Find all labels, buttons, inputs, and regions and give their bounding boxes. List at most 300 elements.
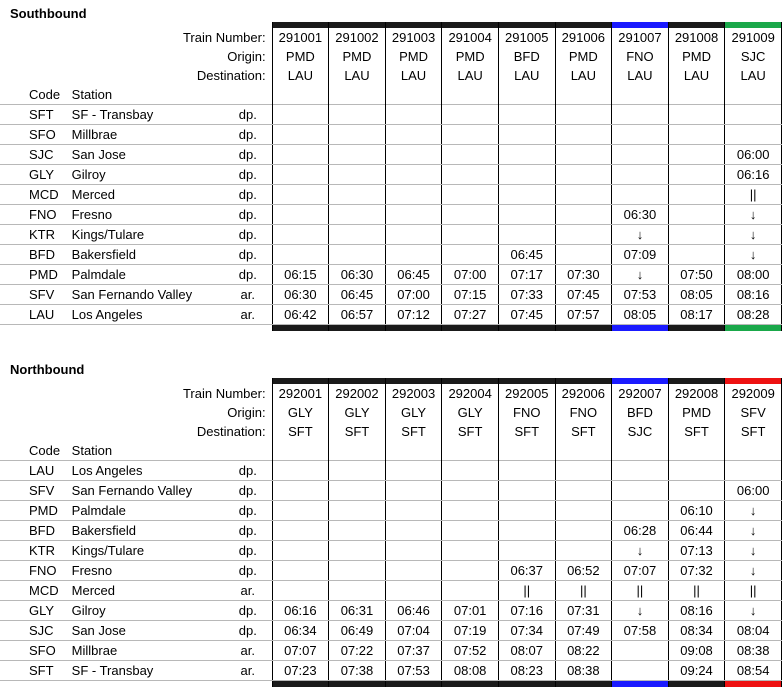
stop-type: dp. xyxy=(224,185,272,205)
train-origin-label: Origin: xyxy=(227,49,266,64)
time-cell: || xyxy=(555,581,612,601)
time-cell: 06:30 xyxy=(612,205,669,225)
station-name: Kings/Tulare xyxy=(72,541,224,561)
time-cell xyxy=(442,521,499,541)
time-cell xyxy=(272,561,329,581)
time-cell xyxy=(329,521,386,541)
stop-type: dp. xyxy=(224,481,272,501)
station-code: GLY xyxy=(0,165,72,185)
header-spacer xyxy=(498,85,555,105)
bar-spacer xyxy=(0,325,272,332)
train-number: 292003 xyxy=(385,384,442,403)
time-cell xyxy=(442,205,499,225)
header-spacer xyxy=(555,441,612,461)
time-cell xyxy=(329,481,386,501)
time-cell: 08:54 xyxy=(725,661,782,681)
train-number: 292002 xyxy=(329,384,386,403)
time-cell xyxy=(329,561,386,581)
time-cell xyxy=(612,125,669,145)
train-origin: FNO xyxy=(555,403,612,422)
time-cell xyxy=(442,145,499,165)
station-name: Bakersfield xyxy=(72,245,224,265)
train-origin: SJC xyxy=(725,47,782,66)
time-cell xyxy=(329,145,386,165)
time-cell xyxy=(272,145,329,165)
time-cell xyxy=(498,145,555,165)
stop-type: dp. xyxy=(224,601,272,621)
time-cell: 07:53 xyxy=(612,285,669,305)
train-color-bar xyxy=(385,681,442,688)
station-row xyxy=(0,661,782,681)
time-cell: || xyxy=(725,185,782,205)
header-spacer xyxy=(725,441,782,461)
time-cell xyxy=(498,125,555,145)
train-origin-label: Origin: xyxy=(227,405,266,420)
train-color-bar xyxy=(668,681,725,688)
stop-type: dp. xyxy=(224,561,272,581)
train-destination: LAU xyxy=(555,66,612,85)
header-spacer xyxy=(442,441,499,461)
time-cell: 07:09 xyxy=(612,245,669,265)
time-cell: 07:58 xyxy=(612,621,669,641)
time-cell: ↓ xyxy=(725,521,782,541)
station-code: PMD xyxy=(0,501,72,521)
station-row xyxy=(0,185,782,205)
stop-type: dp. xyxy=(224,541,272,561)
station-code: SFO xyxy=(0,125,72,145)
train-color-bar xyxy=(555,681,612,688)
type-header xyxy=(224,85,272,105)
time-cell xyxy=(555,521,612,541)
station-code: SJC xyxy=(0,145,72,165)
time-cell xyxy=(612,501,669,521)
train-destination: LAU xyxy=(442,66,499,85)
time-cell: 06:37 xyxy=(498,561,555,581)
time-cell: || xyxy=(498,581,555,601)
train-destination: SFT xyxy=(555,422,612,441)
train-destination: LAU xyxy=(725,66,782,85)
time-cell xyxy=(612,461,669,481)
station-code: LAU xyxy=(0,461,72,481)
station-row xyxy=(0,581,782,601)
time-cell xyxy=(555,541,612,561)
code-header: Code xyxy=(29,443,61,458)
station-row xyxy=(0,305,782,325)
time-cell: || xyxy=(668,581,725,601)
stop-type: dp. xyxy=(224,205,272,225)
time-cell xyxy=(385,225,442,245)
time-cell xyxy=(272,581,329,601)
header-spacer xyxy=(385,85,442,105)
bottom-color-bar xyxy=(0,325,782,332)
train-color-bar xyxy=(612,325,669,332)
train-destination: LAU xyxy=(498,66,555,85)
station-row xyxy=(0,205,782,225)
time-cell: 07:49 xyxy=(555,621,612,641)
train-destination: SFT xyxy=(442,422,499,441)
train-destination: SFT xyxy=(272,422,329,441)
time-cell xyxy=(442,501,499,521)
time-cell xyxy=(668,225,725,245)
time-cell xyxy=(385,541,442,561)
train-destination: SFT xyxy=(385,422,442,441)
time-cell: 07:27 xyxy=(442,305,499,325)
train-number: 291007 xyxy=(612,28,669,47)
time-cell: 06:57 xyxy=(329,305,386,325)
time-cell xyxy=(668,105,725,125)
train-origin: FNO xyxy=(498,403,555,422)
train-color-bar xyxy=(555,325,612,332)
time-cell: 07:57 xyxy=(555,305,612,325)
time-cell: 07:50 xyxy=(668,265,725,285)
time-cell xyxy=(329,185,386,205)
time-cell: 06:15 xyxy=(272,265,329,285)
time-cell: 07:23 xyxy=(272,661,329,681)
train-color-bar xyxy=(498,681,555,688)
time-cell: 08:38 xyxy=(555,661,612,681)
time-cell: 06:45 xyxy=(385,265,442,285)
train-number: 291002 xyxy=(329,28,386,47)
time-cell: 06:42 xyxy=(272,305,329,325)
time-cell xyxy=(555,145,612,165)
train-number-row xyxy=(0,28,782,47)
station-name: Palmdale xyxy=(72,501,224,521)
time-cell xyxy=(442,581,499,601)
time-cell xyxy=(329,541,386,561)
stop-type: dp. xyxy=(224,105,272,125)
stop-type: ar. xyxy=(224,581,272,601)
time-cell: 08:04 xyxy=(725,621,782,641)
header-spacer xyxy=(555,85,612,105)
train-origin: BFD xyxy=(498,47,555,66)
code-header: Code xyxy=(29,87,61,102)
station-name: Millbrae xyxy=(72,641,224,661)
station-name: Merced xyxy=(72,581,224,601)
stop-type: dp. xyxy=(224,225,272,245)
time-cell: 07:04 xyxy=(385,621,442,641)
time-cell: 06:49 xyxy=(329,621,386,641)
time-cell: 07:15 xyxy=(442,285,499,305)
stop-type: ar. xyxy=(224,641,272,661)
station-row xyxy=(0,481,782,501)
time-cell: 07:00 xyxy=(385,285,442,305)
train-color-bar xyxy=(329,325,386,332)
train-destination: SFT xyxy=(329,422,386,441)
time-cell xyxy=(329,461,386,481)
time-cell: 07:00 xyxy=(442,265,499,285)
station-name: Bakersfield xyxy=(72,521,224,541)
train-color-bar xyxy=(498,325,555,332)
time-cell xyxy=(272,185,329,205)
train-number: 291001 xyxy=(272,28,329,47)
time-cell: 08:22 xyxy=(555,641,612,661)
train-color-bar xyxy=(612,681,669,688)
time-cell xyxy=(272,225,329,245)
train-origin: PMD xyxy=(668,47,725,66)
column-header-row xyxy=(0,85,782,105)
time-cell xyxy=(612,165,669,185)
time-cell: 06:00 xyxy=(725,145,782,165)
header-spacer xyxy=(668,441,725,461)
time-cell xyxy=(498,481,555,501)
time-cell xyxy=(555,165,612,185)
stop-type: dp. xyxy=(224,245,272,265)
time-cell xyxy=(385,581,442,601)
time-cell xyxy=(498,165,555,185)
train-origin: BFD xyxy=(612,403,669,422)
time-cell: 06:46 xyxy=(385,601,442,621)
stop-type: dp. xyxy=(224,521,272,541)
header-spacer xyxy=(442,85,499,105)
northbound-title: Northbound xyxy=(10,362,85,377)
time-cell: ↓ xyxy=(725,225,782,245)
train-number: 292009 xyxy=(725,384,782,403)
stop-type: dp. xyxy=(224,501,272,521)
time-cell xyxy=(442,481,499,501)
time-cell: 06:00 xyxy=(725,481,782,501)
time-cell xyxy=(498,521,555,541)
station-code: SFT xyxy=(0,661,72,681)
train-number: 291003 xyxy=(385,28,442,47)
train-destination: SFT xyxy=(668,422,725,441)
header-spacer xyxy=(498,441,555,461)
time-cell xyxy=(385,461,442,481)
time-cell xyxy=(385,481,442,501)
train-color-bar xyxy=(329,681,386,688)
train-number: 292006 xyxy=(555,384,612,403)
southbound-title: Southbound xyxy=(10,6,87,21)
header-spacer xyxy=(668,85,725,105)
time-cell xyxy=(329,205,386,225)
time-cell xyxy=(498,225,555,245)
time-cell: 07:34 xyxy=(498,621,555,641)
station-row xyxy=(0,621,782,641)
header-spacer xyxy=(612,85,669,105)
time-cell: 07:31 xyxy=(555,601,612,621)
train-destination: LAU xyxy=(329,66,386,85)
time-cell xyxy=(385,561,442,581)
bar-spacer xyxy=(0,681,272,688)
time-cell xyxy=(385,185,442,205)
time-cell: 06:10 xyxy=(668,501,725,521)
time-cell xyxy=(668,125,725,145)
time-cell xyxy=(498,205,555,225)
time-cell: 06:45 xyxy=(329,285,386,305)
time-cell xyxy=(442,541,499,561)
time-cell xyxy=(329,105,386,125)
train-color-bar xyxy=(668,325,725,332)
time-cell: 09:08 xyxy=(668,641,725,661)
station-name: Gilroy xyxy=(72,601,224,621)
time-cell xyxy=(668,205,725,225)
station-code: SFV xyxy=(0,481,72,501)
time-cell: ↓ xyxy=(725,501,782,521)
time-cell: ↓ xyxy=(612,265,669,285)
time-cell: 06:34 xyxy=(272,621,329,641)
time-cell xyxy=(329,581,386,601)
train-number: 292001 xyxy=(272,384,329,403)
train-number-row xyxy=(0,384,782,403)
time-cell: 06:16 xyxy=(725,165,782,185)
stop-type: dp. xyxy=(224,145,272,165)
train-color-bar xyxy=(725,681,782,688)
station-header: Station xyxy=(71,443,113,458)
time-cell xyxy=(612,481,669,501)
time-cell xyxy=(612,185,669,205)
train-destination: SJC xyxy=(612,422,669,441)
train-destination: LAU xyxy=(385,66,442,85)
time-cell xyxy=(385,145,442,165)
time-cell xyxy=(385,245,442,265)
time-cell xyxy=(498,185,555,205)
time-cell: 07:38 xyxy=(329,661,386,681)
time-cell xyxy=(385,125,442,145)
time-cell xyxy=(555,461,612,481)
time-cell xyxy=(329,225,386,245)
train-destination: LAU xyxy=(612,66,669,85)
station-header: Station xyxy=(71,87,113,102)
time-cell: 08:00 xyxy=(725,265,782,285)
time-cell xyxy=(272,481,329,501)
time-cell: 08:07 xyxy=(498,641,555,661)
time-cell: 07:13 xyxy=(668,541,725,561)
train-origin: GLY xyxy=(442,403,499,422)
time-cell: 08:16 xyxy=(725,285,782,305)
train-origin: PMD xyxy=(668,403,725,422)
train-origin-row xyxy=(0,403,782,422)
station-code: KTR xyxy=(0,541,72,561)
time-cell xyxy=(612,641,669,661)
station-name: Gilroy xyxy=(72,165,224,185)
station-code: SFO xyxy=(0,641,72,661)
station-row xyxy=(0,501,782,521)
time-cell: 07:07 xyxy=(612,561,669,581)
station-code: GLY xyxy=(0,601,72,621)
time-cell xyxy=(668,461,725,481)
time-cell: 08:05 xyxy=(612,305,669,325)
header-spacer xyxy=(272,441,329,461)
train-destination-label: Destination: xyxy=(196,68,266,83)
time-cell: 07:12 xyxy=(385,305,442,325)
time-cell: 08:28 xyxy=(725,305,782,325)
time-cell: 07:30 xyxy=(555,265,612,285)
train-number: 292008 xyxy=(668,384,725,403)
time-cell: 07:22 xyxy=(329,641,386,661)
stop-type: dp. xyxy=(224,165,272,185)
stop-type: ar. xyxy=(224,305,272,325)
train-origin-row xyxy=(0,47,782,66)
time-cell xyxy=(498,501,555,521)
station-row xyxy=(0,245,782,265)
time-cell xyxy=(555,245,612,265)
train-origin: SFV xyxy=(725,403,782,422)
time-cell xyxy=(329,245,386,265)
time-cell: 07:19 xyxy=(442,621,499,641)
time-cell xyxy=(272,105,329,125)
time-cell: ↓ xyxy=(725,541,782,561)
station-name: Merced xyxy=(72,185,224,205)
time-cell: || xyxy=(612,581,669,601)
time-cell xyxy=(555,225,612,245)
time-cell: 08:38 xyxy=(725,641,782,661)
time-cell: 07:45 xyxy=(498,305,555,325)
header-spacer xyxy=(329,85,386,105)
time-cell: ↓ xyxy=(725,245,782,265)
train-number: 291009 xyxy=(725,28,782,47)
train-number-label: Train Number: xyxy=(182,386,266,401)
stop-type: ar. xyxy=(224,285,272,305)
header-spacer xyxy=(612,441,669,461)
time-cell: 06:30 xyxy=(329,265,386,285)
train-color-bar xyxy=(272,681,329,688)
time-cell: 07:07 xyxy=(272,641,329,661)
time-cell: 07:37 xyxy=(385,641,442,661)
time-cell xyxy=(329,501,386,521)
time-cell xyxy=(668,481,725,501)
time-cell: 08:16 xyxy=(668,601,725,621)
time-cell: ↓ xyxy=(725,561,782,581)
time-cell xyxy=(272,205,329,225)
station-name: Millbrae xyxy=(72,125,224,145)
station-name: SF - Transbay xyxy=(72,661,224,681)
station-code: MCD xyxy=(0,185,72,205)
station-name: SF - Transbay xyxy=(72,105,224,125)
time-cell xyxy=(442,165,499,185)
time-cell: 06:28 xyxy=(612,521,669,541)
station-code: MCD xyxy=(0,581,72,601)
time-cell xyxy=(555,205,612,225)
stop-type: dp. xyxy=(224,461,272,481)
time-cell xyxy=(442,561,499,581)
time-cell xyxy=(612,661,669,681)
header-spacer xyxy=(272,85,329,105)
time-cell xyxy=(725,461,782,481)
station-code: BFD xyxy=(0,245,72,265)
stop-type: dp. xyxy=(224,621,272,641)
time-cell: 08:23 xyxy=(498,661,555,681)
time-cell: 06:44 xyxy=(668,521,725,541)
station-row xyxy=(0,105,782,125)
station-name: San Jose xyxy=(72,145,224,165)
train-number: 292005 xyxy=(498,384,555,403)
stop-type: ar. xyxy=(224,661,272,681)
station-row xyxy=(0,265,782,285)
time-cell: 07:17 xyxy=(498,265,555,285)
station-code: SJC xyxy=(0,621,72,641)
time-cell xyxy=(385,105,442,125)
stop-type: dp. xyxy=(224,265,272,285)
train-number: 291004 xyxy=(442,28,499,47)
time-cell: ↓ xyxy=(612,225,669,245)
station-code: FNO xyxy=(0,205,72,225)
time-cell xyxy=(272,501,329,521)
station-row xyxy=(0,145,782,165)
time-cell xyxy=(272,541,329,561)
station-row xyxy=(0,541,782,561)
time-cell xyxy=(555,105,612,125)
time-cell xyxy=(442,225,499,245)
station-row xyxy=(0,165,782,185)
train-destination-row xyxy=(0,66,782,85)
time-cell: 08:17 xyxy=(668,305,725,325)
time-cell xyxy=(725,125,782,145)
time-cell: ↓ xyxy=(725,205,782,225)
time-cell xyxy=(385,521,442,541)
time-cell xyxy=(498,105,555,125)
time-cell xyxy=(272,125,329,145)
time-cell xyxy=(442,185,499,205)
time-cell xyxy=(272,245,329,265)
